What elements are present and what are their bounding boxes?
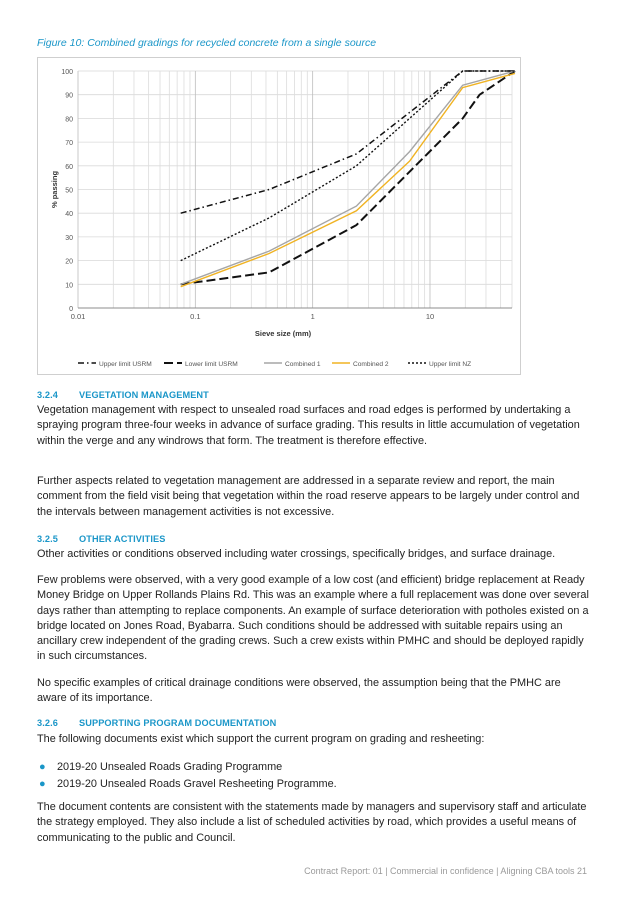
paragraph: Few problems were observed, with a very good example of a low cost (and efficient) bridge replacement at Ready Money Bridge on Upper Rollands Plains Rd. This was an example where a full replacement was done over several days rather than attempting to replace components. An example of surface deterioration with potholes existed on a bridge located on Jones Road, Byabarra. Such conditions should be addressed with suitable repairs using an ancillary crew independent of the grading crews. Such a crew exists within PMHC and should be deployed rapidly in such circumstances.: [37, 574, 589, 663]
paragraph: No specific examples of critical drainage conditions were observed, the assumption being that the PMHC are aware of its importance.: [37, 677, 561, 705]
y-tick-label: 90: [65, 92, 73, 100]
paragraph: Further aspects related to vegetation management are addressed in a separate review and report, the main comment from the field visit being that vegetation within the road reserve appears to be largely under control and the intervals between management activities is not excessive.: [37, 475, 580, 518]
bullet-icon: ●: [39, 778, 46, 790]
y-tick-label: 10: [65, 282, 73, 290]
list-item: [37, 759, 337, 776]
x-tick-label: 1: [310, 312, 315, 321]
section-title: OTHER ACTIVITIES: [79, 534, 166, 544]
paragraph: Other activities or conditions observed including water crossings, specifically bridges, and surface drainage.: [37, 548, 556, 560]
section-heading-vegetation: [37, 390, 209, 400]
y-tick-label: 80: [65, 116, 73, 124]
y-tick-label: 100: [61, 69, 73, 76]
list-item-text: 2019-20 Unsealed Roads Gravel Resheeting Programme.: [57, 778, 337, 790]
figure-caption: Figure 10: Combined gradings for recycled concrete from a single source: [37, 37, 377, 49]
legend-label: Upper limit NZ: [429, 361, 472, 368]
y-tick-label: 20: [65, 258, 73, 266]
section-number: 3.2.5: [37, 534, 58, 544]
y-tick-label: 70: [65, 140, 73, 148]
y-axis-title: % passing: [50, 170, 59, 209]
x-tick-label: 0.1: [190, 312, 201, 321]
x-tick-label: 10: [425, 312, 435, 321]
bullet-icon: ●: [39, 761, 46, 773]
legend-label: Combined 2: [353, 361, 389, 368]
section-title: VEGETATION MANAGEMENT: [79, 390, 209, 400]
section-number: 3.2.6: [37, 718, 58, 728]
y-tick-label: 60: [65, 163, 73, 171]
section-heading-supporting-docs: [37, 718, 276, 728]
y-tick-label: 30: [65, 234, 73, 242]
paragraph: The document contents are consistent with the statements made by managers and supervisory staff and articulate the strategy employed. They also include a list of scheduled activities by road, which provides a useful means of communicating to the public and Council.: [37, 801, 587, 844]
list-item-text: 2019-20 Unsealed Roads Grading Programme: [57, 761, 283, 773]
y-tick-label: 50: [65, 187, 73, 195]
section-title: SUPPORTING PROGRAM DOCUMENTATION: [79, 718, 277, 728]
y-tick-label: 0: [69, 306, 73, 313]
paragraph: The following documents exist which support the current program on grading and resheeting:: [37, 733, 485, 745]
page-footer: Contract Report: 01 | Commercial in confidence | Aligning CBA tools 21: [304, 866, 587, 876]
x-axis-title: Sieve size (mm): [254, 329, 312, 338]
section-number: 3.2.4: [37, 390, 58, 400]
chart-svg: [38, 58, 522, 376]
legend-label: Lower limit USRM: [185, 361, 238, 368]
grading-chart: [37, 57, 521, 375]
list-item: [37, 776, 337, 793]
legend-label: Upper limit USRM: [99, 361, 152, 368]
y-tick-label: 40: [65, 211, 73, 219]
paragraph: Vegetation management with respect to unsealed road surfaces and road edges is performed by undertaking a spraying program three-four weeks in advance of surface grading. This results in little accumulation of vegetation within the verge and any windrows that form. The treatment is therefore effective.: [37, 404, 580, 447]
document-list: [37, 759, 337, 793]
x-tick-label: 0.01: [70, 312, 86, 321]
section-heading-other-activities: [37, 534, 166, 544]
legend-label: Combined 1: [285, 361, 321, 368]
